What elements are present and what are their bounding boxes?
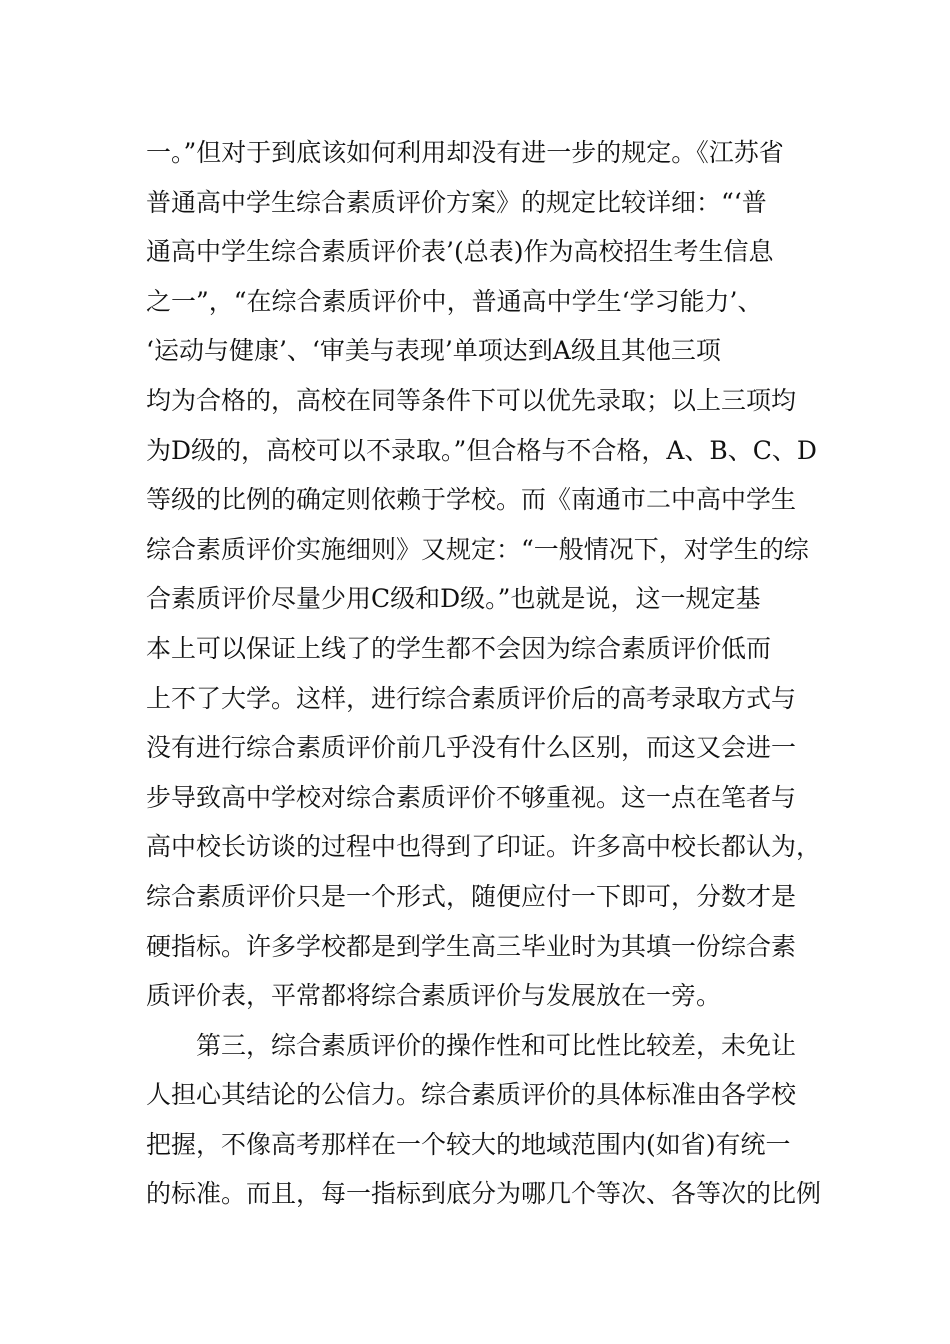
text-line: 均为合格的，高校在同等条件下可以优先录取；以上三项均 — [146, 385, 797, 415]
text-line: 综合素质评价只是一个形式，随便应付一下即可，分数才是 — [146, 881, 797, 911]
text-line: 把握，不像高考那样在一个较大的地域范围内(如省)有统一 — [146, 1129, 791, 1159]
text-line: 第三，综合素质评价的操作性和可比性比较差，未免让 — [196, 1030, 797, 1060]
text-line: 通高中学生综合素质评价表’(总表)作为高校招生考生信息 — [146, 237, 774, 267]
paragraph-1 — [146, 128, 826, 1021]
body-text — [146, 128, 826, 1219]
text-line: 的标准。而且，每一指标到底分为哪几个等次、各等次的比例 — [146, 1179, 822, 1209]
text-line: 硬指标。许多学校都是到学生高三毕业时为其填一份综合素 — [146, 931, 797, 961]
paragraph-2 — [146, 1021, 826, 1219]
text-line: 普通高中学生综合素质评价方案》的规定比较详细：“‘普 — [146, 187, 767, 217]
text-line: 为D级的，高校可以不录取。”但合格与不合格，A、B、C、D — [146, 435, 817, 465]
text-line: 等级的比例的确定则依赖于学校。而《南通市二中高中学生 — [146, 485, 797, 515]
text-line: ‘运动与健康’、‘审美与表现’单项达到A级且其他三项 — [146, 336, 721, 366]
text-line: 综合素质评价实施细则》又规定：“一般情况下，对学生的综 — [146, 534, 809, 564]
text-line: 一。”但对于到底该如何利用却没有进一步的规定。《江苏省 — [146, 138, 784, 167]
text-line: 步导致高中学校对综合素质评价不够重视。这一点在笔者与 — [146, 782, 797, 812]
text-line: 质评价表，平常都将综合素质评价与发展放在一旁。 — [146, 981, 722, 1011]
text-line: 上不了大学。这样，进行综合素质评价后的高考录取方式与 — [146, 683, 797, 713]
text-line: 高中校长访谈的过程中也得到了印证。许多高中校长都认为， — [146, 832, 822, 862]
text-line: 没有进行综合素质评价前几乎没有什么区别，而这又会进一 — [146, 733, 797, 763]
text-line: 合素质评价尽量少用C级和D级。”也就是说，这一规定基 — [146, 584, 761, 614]
text-line: 之一”，“在综合素质评价中，普通高中学生‘学习能力’、 — [146, 286, 763, 316]
text-line: 本上可以保证上线了的学生都不会因为综合素质评价低而 — [146, 633, 772, 663]
text-line: 人担心其结论的公信力。综合素质评价的具体标准由各学校 — [146, 1080, 797, 1110]
